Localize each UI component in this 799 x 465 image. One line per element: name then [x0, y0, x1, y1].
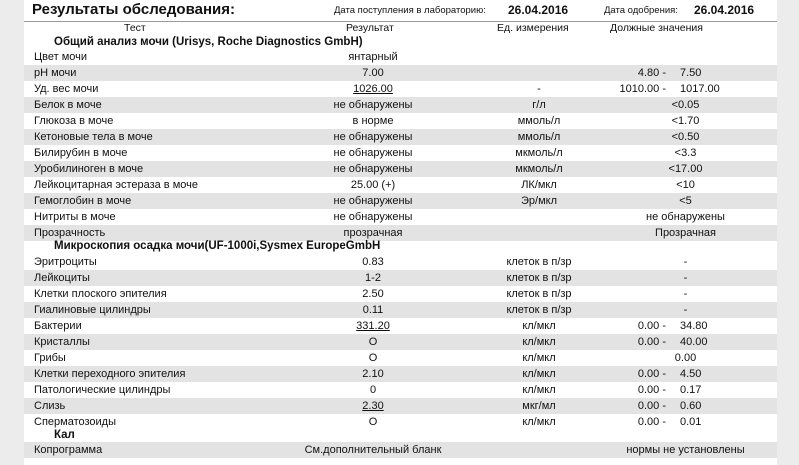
test-result: не обнаружены — [333, 147, 413, 159]
test-unit: кл/мкл — [522, 352, 556, 364]
test-result: в норме — [352, 115, 394, 127]
test-result: не обнаружены — [333, 99, 413, 111]
table-row — [24, 113, 777, 129]
test-result: янтарный — [348, 51, 398, 63]
test-result: O — [368, 336, 378, 348]
test-result: 2.50 — [362, 288, 384, 300]
test-name: Уробилиноген в моче — [34, 163, 144, 175]
test-unit: мкмоль/л — [515, 147, 563, 159]
test-name: Лейкоциты — [34, 272, 90, 284]
norm-high: 34.80 — [680, 320, 708, 332]
test-result: 0.11 — [362, 304, 384, 316]
table-row — [24, 209, 777, 225]
test-norm: - — [683, 272, 688, 284]
test-unit: клеток в п/зр — [506, 288, 572, 300]
test-result: 0.83 — [362, 256, 384, 268]
test-name: Гиалиновые цилиндры — [34, 304, 151, 316]
column-headers — [24, 21, 777, 35]
test-result — [268, 398, 478, 414]
table-row — [24, 442, 777, 458]
norm-low: 0.00 - — [637, 400, 666, 412]
test-unit: клеток в п/зр — [506, 256, 572, 268]
test-norm: <10 — [676, 179, 695, 191]
test-unit: кл/мкл — [522, 416, 556, 428]
test-unit: ЛК/мкл — [521, 179, 557, 191]
table-row — [24, 286, 777, 302]
flagged-result: 2.30 — [362, 400, 384, 412]
test-result: 25.00 (+) — [350, 179, 396, 191]
section-header — [24, 238, 777, 254]
test-unit: г/л — [532, 99, 546, 111]
test-unit: клеток в п/зр — [506, 304, 572, 316]
test-norm: нормы не установлены — [626, 444, 745, 456]
section-header — [24, 427, 777, 443]
test-name: Уд. вес мочи — [34, 83, 99, 95]
norm-low: 0.00 - — [637, 416, 666, 428]
flagged-result: 331.20 — [356, 320, 390, 332]
test-unit: Эр/мкл — [521, 195, 557, 207]
received-date-label: Дата поступления в лабораторию: — [334, 5, 486, 16]
test-result: O — [368, 352, 378, 364]
table-row — [24, 254, 777, 270]
lab-report-sheet — [24, 0, 777, 465]
received-date-value: 26.04.2016 — [508, 3, 569, 17]
column-header-result: Результат — [346, 22, 394, 34]
test-norm: не обнаружены — [646, 211, 725, 223]
table-row — [24, 270, 777, 286]
test-name: Билирубин в моче — [34, 147, 128, 159]
table-row — [24, 145, 777, 161]
table-row — [24, 366, 777, 382]
test-name: Клетки плоского эпителия — [34, 288, 167, 300]
test-name: Копрограмма — [34, 444, 103, 456]
table-row — [24, 129, 777, 145]
norm-low: 0.00 - — [637, 320, 666, 332]
norm-high: 7.50 — [680, 67, 702, 79]
test-name: Кетоновые тела в моче — [34, 131, 153, 143]
test-unit: ммоль/л — [517, 131, 561, 143]
table-row — [24, 177, 777, 193]
test-unit: ммоль/л — [517, 115, 561, 127]
test-result: O — [368, 416, 378, 428]
test-norm: - — [683, 304, 688, 316]
test-result: прозрачная — [343, 227, 403, 239]
report-title: Результаты обследования: — [32, 1, 235, 18]
section-header — [24, 34, 777, 50]
norm-high: 1017.00 — [680, 83, 720, 95]
column-header-test: Тест — [124, 22, 146, 34]
norm-high: 0.60 — [680, 400, 702, 412]
test-unit: клеток в п/зр — [506, 272, 572, 284]
norm-high: 0.17 — [680, 384, 702, 396]
report-header — [24, 0, 777, 22]
test-norm: - — [683, 256, 688, 268]
norm-high: 40.00 — [680, 336, 708, 348]
test-unit: кл/мкл — [522, 320, 556, 332]
test-name: Бактерии — [34, 320, 82, 332]
test-norm: 0.00 — [674, 352, 697, 364]
test-norm: <17.00 — [668, 163, 703, 175]
norm-low: 4.80 - — [637, 67, 666, 79]
norm-low: 0.00 - — [637, 384, 666, 396]
test-name: Глюкоза в моче — [34, 115, 114, 127]
test-name: Цвет мочи — [34, 51, 88, 63]
test-norm: <1.70 — [671, 115, 700, 127]
norm-low: 0.00 - — [637, 368, 666, 380]
test-norm: <5 — [679, 195, 692, 207]
table-row — [24, 318, 777, 334]
test-unit: кл/мкл — [522, 336, 556, 348]
test-unit: кл/мкл — [522, 368, 556, 380]
test-norm: - — [683, 288, 688, 300]
test-name: Нитриты в моче — [34, 211, 116, 223]
norm-low: 1010.00 - — [619, 83, 666, 95]
test-result: не обнаружены — [333, 211, 413, 223]
table-row — [24, 65, 777, 81]
approval-date-label: Дата одобрения: — [604, 5, 678, 16]
table-row — [24, 97, 777, 113]
section-title: Общий анализ мочи (Urisys, Roche Diagnostics GmbH) — [54, 36, 363, 48]
flagged-result: 1026.00 — [353, 83, 393, 95]
test-result: не обнаружены — [333, 163, 413, 175]
section-title: Микроскопия осадка мочи(UF-1000i,Sysmex EuropeGmbH — [54, 240, 381, 252]
test-result: См.дополнительный бланк — [304, 444, 442, 456]
test-norm: <3.3 — [674, 147, 697, 159]
test-result: 0 — [369, 384, 377, 396]
left-margin — [0, 0, 24, 465]
right-margin — [777, 0, 799, 465]
table-row — [24, 193, 777, 209]
table-row — [24, 81, 777, 97]
table-row — [24, 302, 777, 318]
test-name: Грибы — [34, 352, 66, 364]
norm-high: 4.50 — [680, 368, 702, 380]
table-row — [24, 350, 777, 366]
test-result: не обнаружены — [333, 195, 413, 207]
test-name: Гемоглобин в моче — [34, 195, 132, 207]
test-unit: - — [537, 83, 541, 95]
test-norm: <0.50 — [671, 131, 700, 143]
test-norm: <0.05 — [671, 99, 700, 111]
table-row — [24, 49, 777, 65]
column-header-unit: Ед. измерения — [497, 22, 569, 34]
norm-high: 0.01 — [680, 416, 702, 428]
test-name: Белок в моче — [34, 99, 102, 111]
column-header-norm: Должные значения — [610, 22, 703, 34]
test-name: Кристаллы — [34, 336, 90, 348]
test-name: Прозрачность — [34, 227, 106, 239]
norm-low: 0.00 - — [637, 336, 666, 348]
test-name: Патологические цилиндры — [34, 384, 171, 396]
test-result: 2.10 — [362, 368, 384, 380]
test-name: Сперматозоиды — [34, 416, 116, 428]
test-result — [268, 318, 478, 334]
test-result — [268, 81, 478, 97]
test-name: Лейкоцитарная эстераза в моче — [34, 179, 198, 191]
test-result: 1-2 — [365, 272, 381, 284]
test-name: Эритроциты — [34, 256, 97, 268]
test-name: Слизь — [34, 400, 66, 412]
test-norm: Прозрачная — [655, 227, 716, 239]
approval-date-value: 26.04.2016 — [694, 3, 755, 17]
table-row — [24, 334, 777, 350]
test-name: Клетки переходного эпителия — [34, 368, 186, 380]
test-name: pH мочи — [34, 67, 77, 79]
test-unit: мкг/мл — [522, 400, 556, 412]
test-unit: кл/мкл — [522, 384, 556, 396]
test-result: 7.00 — [362, 67, 384, 79]
table-row — [24, 382, 777, 398]
table-row — [24, 161, 777, 177]
test-result: не обнаружены — [333, 131, 413, 143]
test-unit: мкмоль/л — [515, 163, 563, 175]
section-title: Кал — [54, 429, 75, 441]
table-row — [24, 398, 777, 414]
